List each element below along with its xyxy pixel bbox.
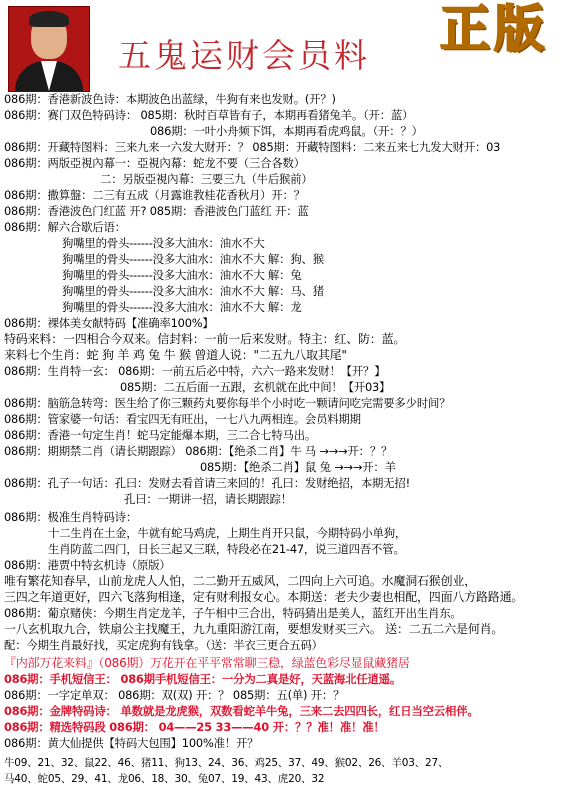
text-line: 086期：香港一句定生肖！蛇马定能爆本期，三二合七特马出。 — [4, 428, 317, 442]
text-line: 狗嘴里的骨头------没多大油水：油水不大 — [62, 236, 265, 250]
text-line: 086期：港贾中特玄机诗（原版） — [4, 558, 171, 572]
text-line: 086期：黄大仙提供【特码大包围】100%准！开？ — [4, 736, 259, 750]
text-line: 唯有繁花知春早，山前龙虎人人怕，二二勤开五威风，二四向上六可追。水魔洞石猴创业， — [4, 574, 477, 588]
text-line: 086期：孔子一句话：孔曰：发财去看首请三来回的！孔曰：发财绝招，本期无招! — [4, 476, 410, 490]
text-line: 狗嘴里的骨头------没多大油水：油水不大 解：龙 — [62, 300, 302, 314]
text-line: 牛09、21、32、鼠22、46、猪11、狗13、24、36、鸡25、37、49、猴02、26、羊03、27、 — [4, 757, 449, 769]
text-line: 孔曰：一期讲一招，请长期跟踪！ — [124, 492, 292, 506]
text-line: 086期：赛门双色特码诗： 085期：秋时百草皆有子，本期再看猪兔羊。（开：蓝） — [4, 108, 414, 122]
text-line: 085期：二五后面一五跟，玄机就在此中间！【开03】 — [120, 380, 391, 394]
text-line: 086期：管家婆一句话：看宝四无有旺出，一七八九两相连。会员料期期 — [4, 412, 361, 426]
text-line: 086期：裸体美女献特码【准确率100%】 — [4, 316, 214, 330]
text-line: 086期：香港波色门红蓝 开? 085期：香港波色门蓝红 开：蓝 — [4, 204, 309, 218]
text-line: 特码来料：一四相合今双来。信封料：一前一后来发财。特主：红、防：蓝。 — [4, 332, 406, 346]
text-line: 来料七个生肖：蛇 狗 羊 鸡 兔 牛 猴 曾道人说："二五九八取其尾" — [4, 348, 347, 362]
text-line: 086期：精选特码段 086期： 04——25 33——40 开：？？准！准！准！ — [4, 720, 385, 734]
text-line: 配：今期生肖最好找，买定虎狗有钱拿。（送：半衣三更合五码） — [4, 638, 323, 652]
portrait-photo — [8, 6, 90, 92]
text-line: 086期：解六合歇后语： — [4, 220, 126, 234]
portrait-hair — [29, 11, 69, 27]
text-line: 十二生肖在土金，牛就有蛇马鸡虎，上期生肖开只鼠，今期特码小单狗， — [48, 526, 407, 540]
page-title: 五鬼运财会员料 — [118, 36, 370, 75]
text-line: 狗嘴里的骨头------没多大油水：油水不大 解：兔 — [62, 268, 302, 282]
text-line: 狗嘴里的骨头------没多大油水：油水不大 解：狗、猴 — [62, 252, 324, 266]
text-line: 086期：生肖特一玄： 086期：一前五后必中特，六六一路来发财！【开？】 — [4, 364, 386, 378]
text-line: 086期：两版亞視內幕一：亞視內幕：蛇龙不要（三合各数） — [4, 156, 305, 170]
authentic-badge: 正版 — [440, 0, 548, 58]
text-line: 086期：极准生肖特码诗： — [4, 510, 138, 524]
text-line: 086期：一字定单双： 086期：双(双) 开：？ 085期：五(单) 开：？ — [4, 688, 345, 702]
text-line: 三四之年道更好，四六飞落狗相逢，定有财利报女心。本期送：老夫少妻也相配，四面八方路路通。 — [4, 590, 524, 604]
text-line: 生肖防蓝二四门，日长三起又三联，特段必在21-47，说三道四吾不管。 — [48, 542, 405, 556]
text-line: 086期：葡京赌侠：今期生肖定龙羊，子午相中三合出，特码猜出是美人，蓝红开出生肖东。 — [4, 606, 462, 620]
text-line: 马40、蛇05、29、41、龙06、18、30、兔07、19、43、虎20、32 — [4, 773, 325, 785]
text-line: 『内部万花来料』（086期）万花开在平平常常聊三稳，绿蓝色彩尽显鼠藏猪居 — [4, 656, 410, 670]
text-line: 086期：香港新波色诗：本期波色出蓝绿，牛狗有来也发财。(开？) — [4, 92, 336, 106]
header — [0, 0, 574, 92]
text-line: 一八玄机取九合，铁扇公主找魔王，九九重阳游江南，要想发财买三六。 送：二五二六是何肖。 — [4, 622, 504, 636]
text-line: 086期：期期禁二肖（请长期跟踪） 086期：【绝杀二肖】牛 马 →→→开：？？ — [4, 444, 393, 458]
text-line: 二：另版亞視內幕：三要三九（牛后猴前） — [100, 172, 313, 186]
text-line: 086期：开藏特图料：三来九来一六发大财开：？ 085期：开藏特图料：二来五来七九发大财开：03 — [4, 140, 501, 154]
text-line: 086期：一叶小舟频下饵，本期再看虎鸡鼠。（开：？） — [150, 124, 423, 138]
text-line: 086期：金牌特码诗： 单数就是龙虎猴，双数看蛇羊牛兔，三来二去四四长，红日当空云相伴。 — [4, 704, 479, 718]
text-line: 086期：撒算盤：二三有五成（月露谁教桂花香秋月）开：？ — [4, 188, 305, 202]
text-line: 086期：手机短信王： 086期手机短信王：一分为二真是好，天蓝海北任逍遥。 — [4, 672, 402, 686]
text-line: 086期：脑筋急转弯：医生给了你三颗药丸要你每半个小时吃一颗请问吃完需要多少时间？ — [4, 396, 451, 410]
text-line: 085期：【绝杀二肖】鼠 兔 →→→开：羊 — [200, 460, 396, 474]
text-line: 狗嘴里的骨头------没多大油水：油水不大 解：马、猪 — [62, 284, 324, 298]
